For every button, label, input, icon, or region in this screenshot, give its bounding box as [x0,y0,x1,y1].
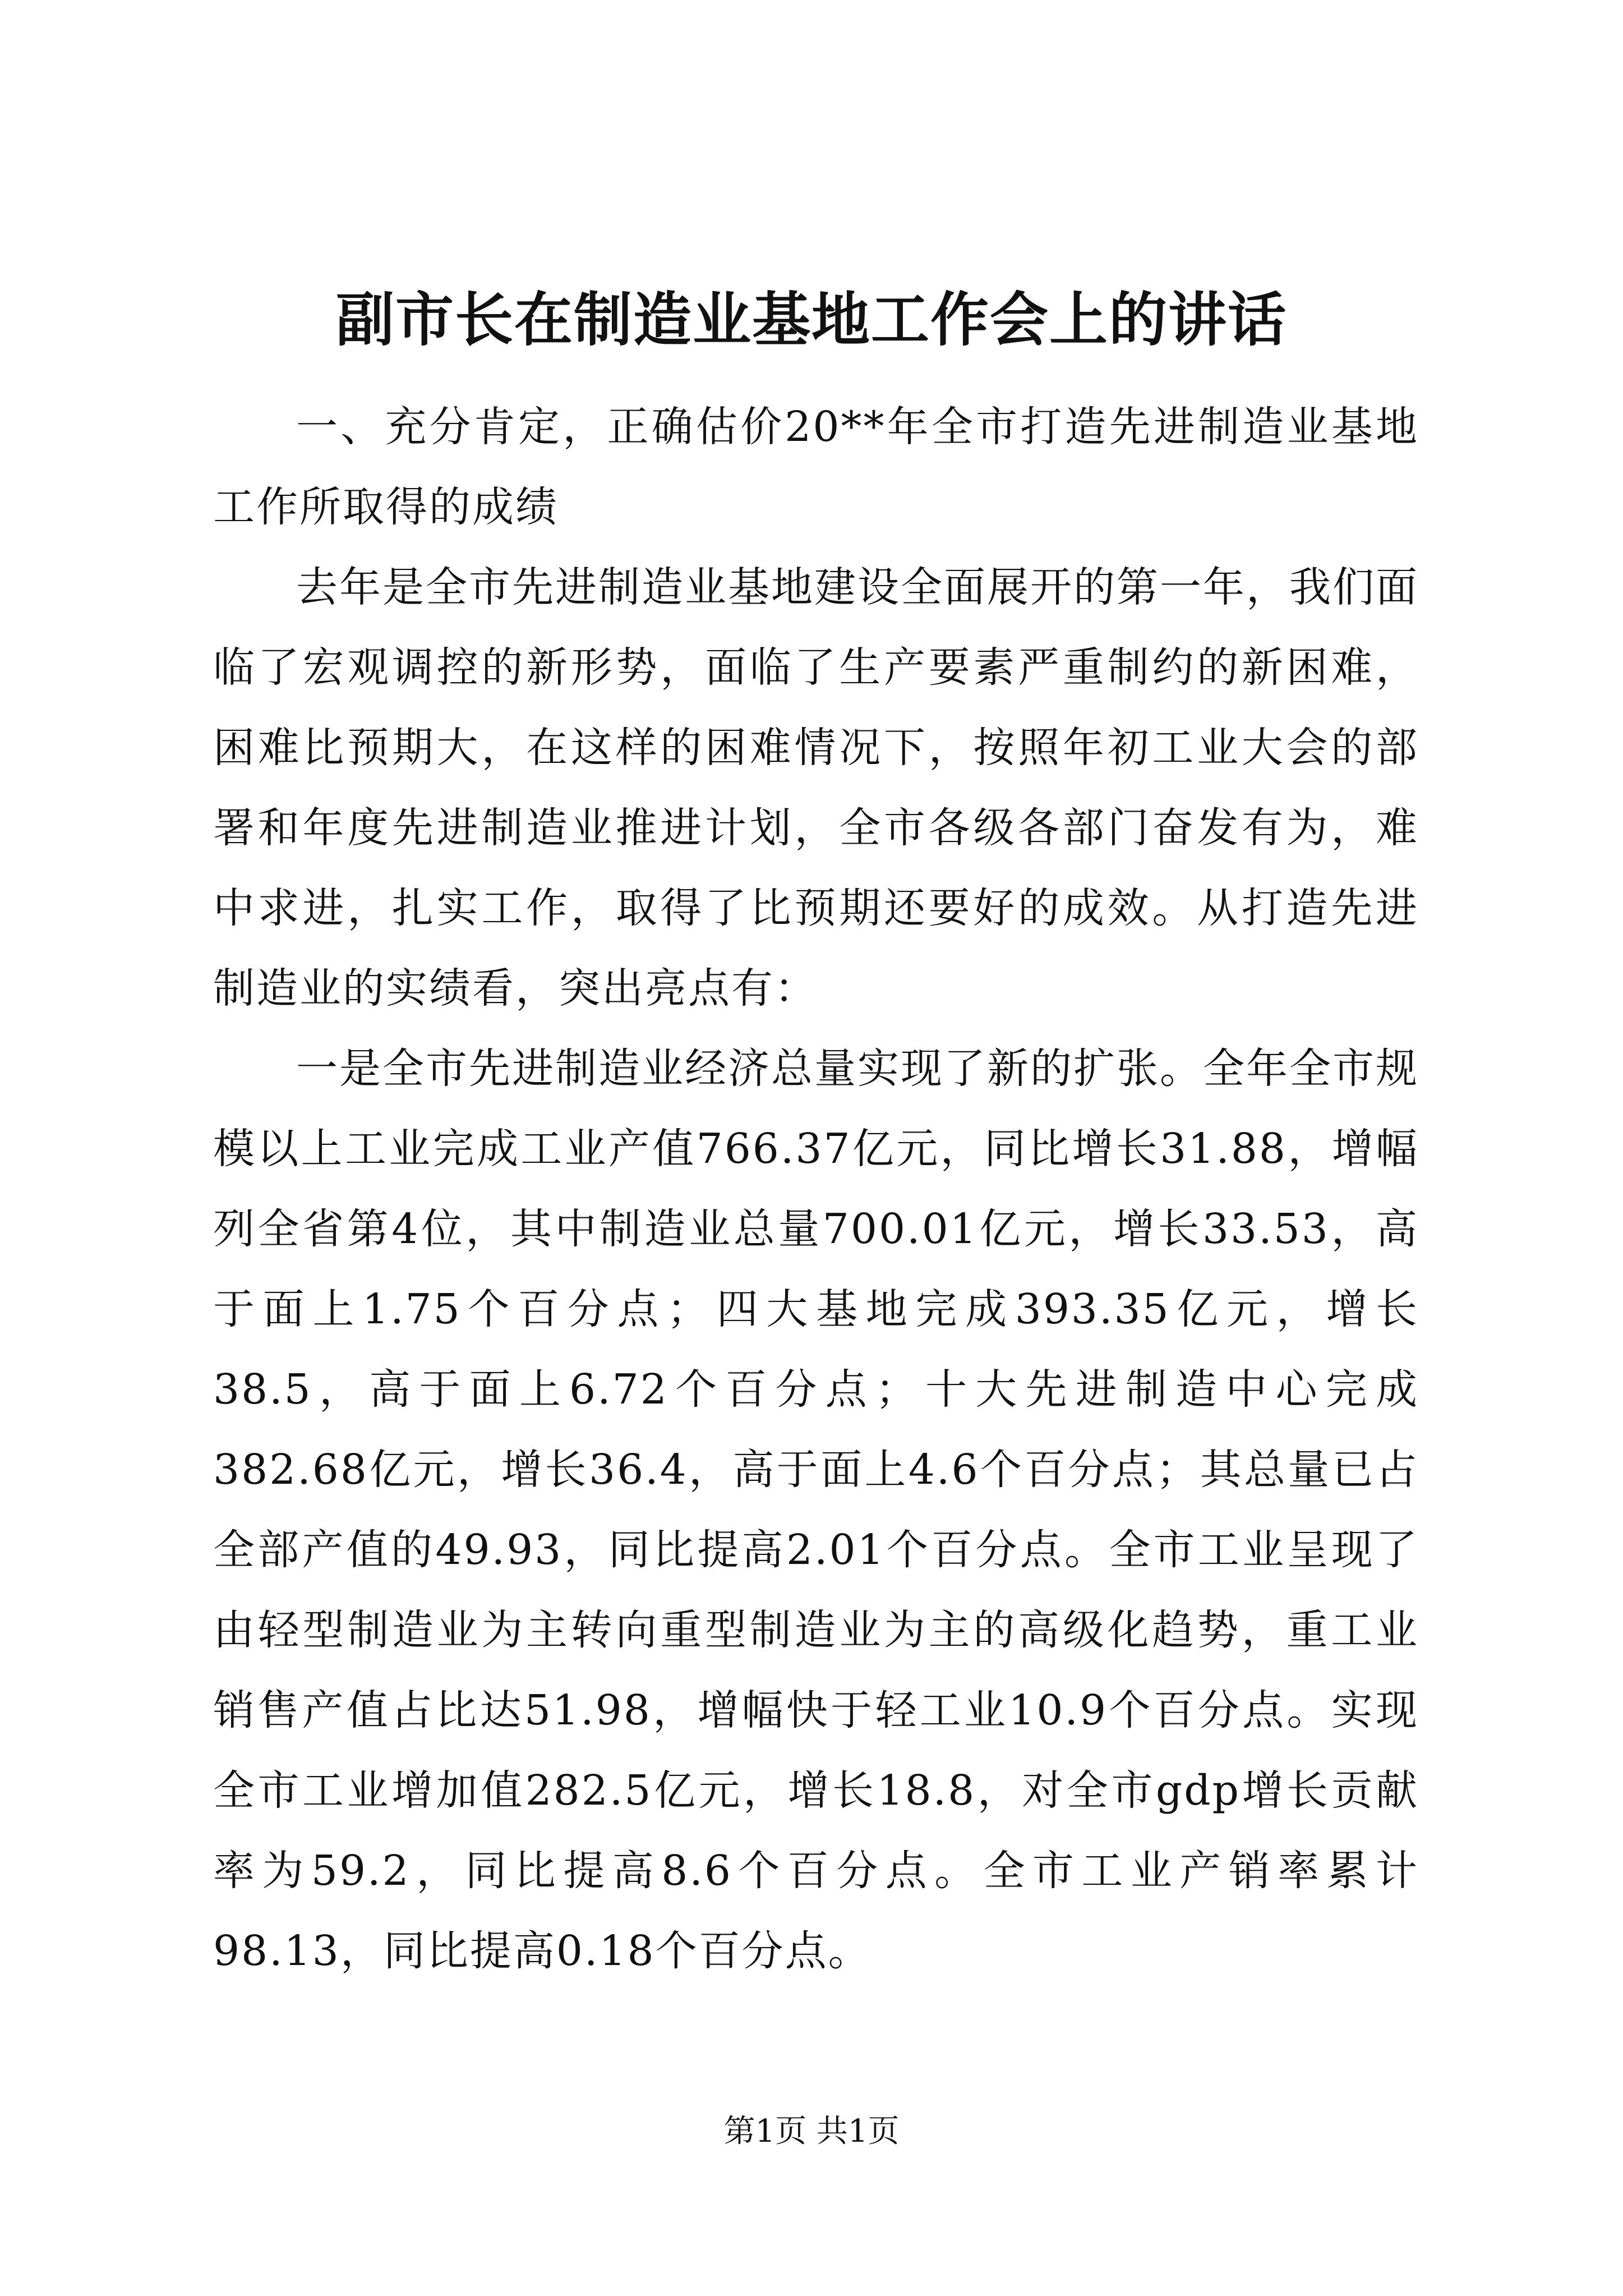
document-title: 副市长在制造业基地工作会上的讲话 [335,285,1287,354]
body-paragraph: 去年是全市先进制造业基地建设全面展开的第一年，我们面临了宏观调控的新形势，面临了生产要素严重制约的新困难，困难比预期大，在这样的困难情况下，按照年初工业大会的部署和年度先进制造业推进计划，全市各级各部门奋发有为，难中求进，扎实工作，取得了比预期还要好的成效。从打造先进制造业的实绩看，突出亮点有： [213,563,1419,1013]
section-heading-paragraph: 一、充分肯定，正确估价20**年全市打造先进制造业基地工作所取得的成绩 [213,403,1419,531]
document-body [213,387,1419,1991]
page-footer: 第1页 共1页 [723,2113,900,2150]
body-paragraph: 一是全市先进制造业经济总量实现了新的扩张。全年全市规模以上工业完成工业产值766.37亿元，同比增长31.88，增幅列全省第4位，其中制造业总量700.01亿元，增长33.53，高于面上1.75个百分点；四大基地完成393.35亿元，增长38.5，高于面上6.72个百分点；十大先进制造中心完成382.68亿元，增长36.4，高于面上4.6个百分点；其总量已占全部产值的49.93，同比提高2.01个百分点。全市工业呈现了由轻型制造业为主转向重型制造业为主的高级化趋势，重工业销售产值占比达51.98，增幅快于轻工业10.9个百分点。实现全市工业增加值282.5亿元，增长18.8，对全市gdp增长贡献率为59.2，同比提高8.6个百分点。全市工业产销率累计98.13，同比提高0.18个百分点。 [213,1045,1419,1975]
